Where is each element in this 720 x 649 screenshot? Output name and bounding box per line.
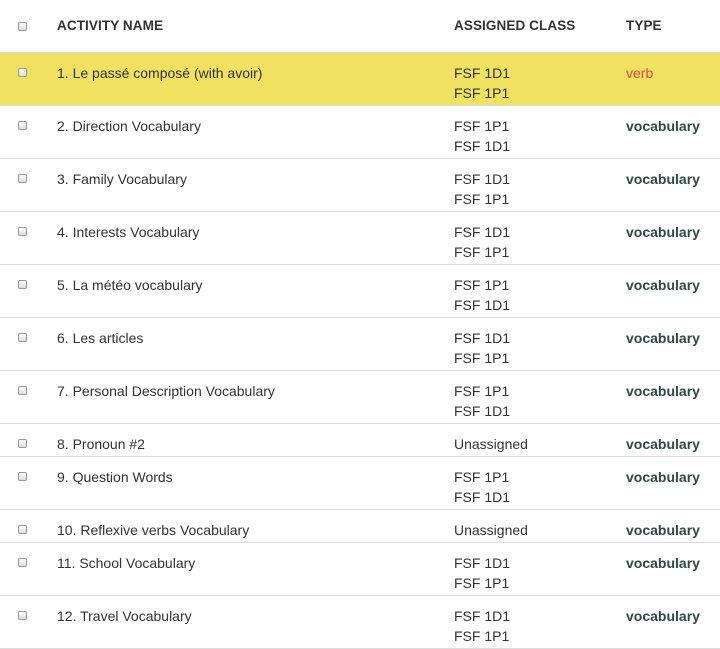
activity-type: vocabulary — [626, 608, 700, 624]
activity-type: vocabulary — [626, 383, 700, 399]
assigned-class: FSF 1P1 — [454, 575, 510, 591]
activity-name[interactable]: 7. Personal Description Vocabulary — [57, 383, 275, 399]
activity-type: vocabulary — [626, 171, 700, 187]
assigned-class: FSF 1P1 — [454, 118, 510, 134]
assigned-class: FSF 1D1 — [454, 330, 511, 346]
row-checkbox-cell — [0, 275, 57, 289]
activity-type: vocabulary — [626, 277, 700, 293]
table-row[interactable] — [0, 596, 720, 649]
activity-type: vocabulary — [626, 118, 700, 134]
assigned-class: FSF 1D1 — [454, 608, 511, 624]
table-body — [0, 53, 720, 649]
assigned-class-cell — [454, 328, 626, 368]
row-checkbox[interactable] — [18, 439, 27, 448]
table-header — [0, 0, 720, 53]
assigned-class-cell — [454, 520, 626, 540]
assigned-class: FSF 1P1 — [454, 350, 510, 366]
assigned-class: FSF 1D1 — [454, 138, 511, 154]
assigned-class: FSF 1P1 — [454, 383, 510, 399]
table-row[interactable] — [0, 424, 720, 457]
activity-name[interactable]: 6. Les articles — [57, 330, 144, 346]
row-checkbox-cell — [0, 222, 57, 236]
activity-type: vocabulary — [626, 522, 700, 538]
activity-name[interactable]: 10. Reflexive verbs Vocabulary — [57, 522, 250, 538]
activity-type: vocabulary — [626, 555, 700, 571]
table-row[interactable] — [0, 510, 720, 543]
assigned-class-cell — [454, 222, 626, 262]
activity-type: vocabulary — [626, 436, 700, 452]
row-checkbox-cell — [0, 63, 57, 77]
table-row[interactable] — [0, 212, 720, 265]
row-checkbox[interactable] — [18, 227, 27, 236]
assigned-class: FSF 1P1 — [454, 244, 510, 260]
activity-name[interactable]: 1. Le passé composé (with avoir) — [57, 65, 263, 81]
assigned-class-cell — [454, 381, 626, 421]
assigned-class: FSF 1P1 — [454, 628, 510, 644]
activity-name[interactable]: 8. Pronoun #2 — [57, 436, 145, 452]
row-checkbox[interactable] — [18, 611, 27, 620]
assigned-class: FSF 1D1 — [454, 171, 511, 187]
table-row[interactable] — [0, 265, 720, 318]
row-checkbox-cell — [0, 606, 57, 620]
activity-name[interactable]: 3. Family Vocabulary — [57, 171, 187, 187]
row-checkbox-cell — [0, 553, 57, 567]
table-row[interactable] — [0, 318, 720, 371]
header-checkbox-cell — [0, 22, 57, 31]
assigned-class: FSF 1P1 — [454, 277, 510, 293]
row-checkbox[interactable] — [18, 472, 27, 481]
assigned-class: FSF 1D1 — [454, 297, 511, 313]
column-header-assigned-class[interactable]: ASSIGNED CLASS — [454, 18, 576, 33]
row-checkbox-cell — [0, 328, 57, 342]
row-checkbox-cell — [0, 116, 57, 130]
assigned-class: Unassigned — [454, 522, 528, 538]
table-row[interactable] — [0, 159, 720, 212]
activity-name[interactable]: 12. Travel Vocabulary — [57, 608, 192, 624]
assigned-class-cell — [454, 553, 626, 593]
assigned-class-cell — [454, 606, 626, 646]
column-header-type[interactable]: TYPE — [626, 18, 662, 33]
table-row[interactable] — [0, 106, 720, 159]
assigned-class: Unassigned — [454, 436, 528, 452]
assigned-class: FSF 1P1 — [454, 191, 510, 207]
row-checkbox[interactable] — [18, 174, 27, 183]
activity-name[interactable]: 4. Interests Vocabulary — [57, 224, 200, 240]
activity-name[interactable]: 2. Direction Vocabulary — [57, 118, 201, 134]
row-checkbox-cell — [0, 520, 57, 534]
assigned-class: FSF 1D1 — [454, 555, 511, 571]
row-checkbox[interactable] — [18, 68, 27, 77]
assigned-class: FSF 1D1 — [454, 489, 511, 505]
activity-name[interactable]: 11. School Vocabulary — [57, 555, 196, 571]
column-header-activity-name[interactable]: ACTIVITY NAME — [57, 18, 164, 33]
activity-type: vocabulary — [626, 224, 700, 240]
row-checkbox[interactable] — [18, 558, 27, 567]
assigned-class-cell — [454, 63, 626, 103]
assigned-class-cell — [454, 169, 626, 209]
table-row[interactable] — [0, 457, 720, 510]
row-checkbox[interactable] — [18, 333, 27, 342]
activity-type: vocabulary — [626, 469, 700, 485]
row-checkbox-cell — [0, 169, 57, 183]
row-checkbox-cell — [0, 434, 57, 448]
activity-name[interactable]: 9. Question Words — [57, 469, 173, 485]
assigned-class: FSF 1D1 — [454, 224, 511, 240]
row-checkbox[interactable] — [18, 525, 27, 534]
table-row[interactable] — [0, 543, 720, 596]
table-row[interactable] — [0, 53, 720, 106]
assigned-class-cell — [454, 434, 626, 454]
activity-type: verb — [626, 65, 654, 81]
row-checkbox-cell — [0, 467, 57, 481]
table-row[interactable] — [0, 371, 720, 424]
row-checkbox[interactable] — [18, 386, 27, 395]
row-checkbox[interactable] — [18, 280, 27, 289]
activity-type: vocabulary — [626, 330, 700, 346]
row-checkbox-cell — [0, 381, 57, 395]
activity-name[interactable]: 5. La météo vocabulary — [57, 277, 203, 293]
row-checkbox[interactable] — [18, 121, 27, 130]
assigned-class: FSF 1D1 — [454, 65, 511, 81]
assigned-class-cell — [454, 116, 626, 156]
assigned-class: FSF 1D1 — [454, 403, 511, 419]
assigned-class-cell — [454, 467, 626, 507]
assigned-class: FSF 1P1 — [454, 85, 510, 101]
assigned-class: FSF 1P1 — [454, 469, 510, 485]
select-all-checkbox[interactable] — [18, 22, 27, 31]
assigned-class-cell — [454, 275, 626, 315]
